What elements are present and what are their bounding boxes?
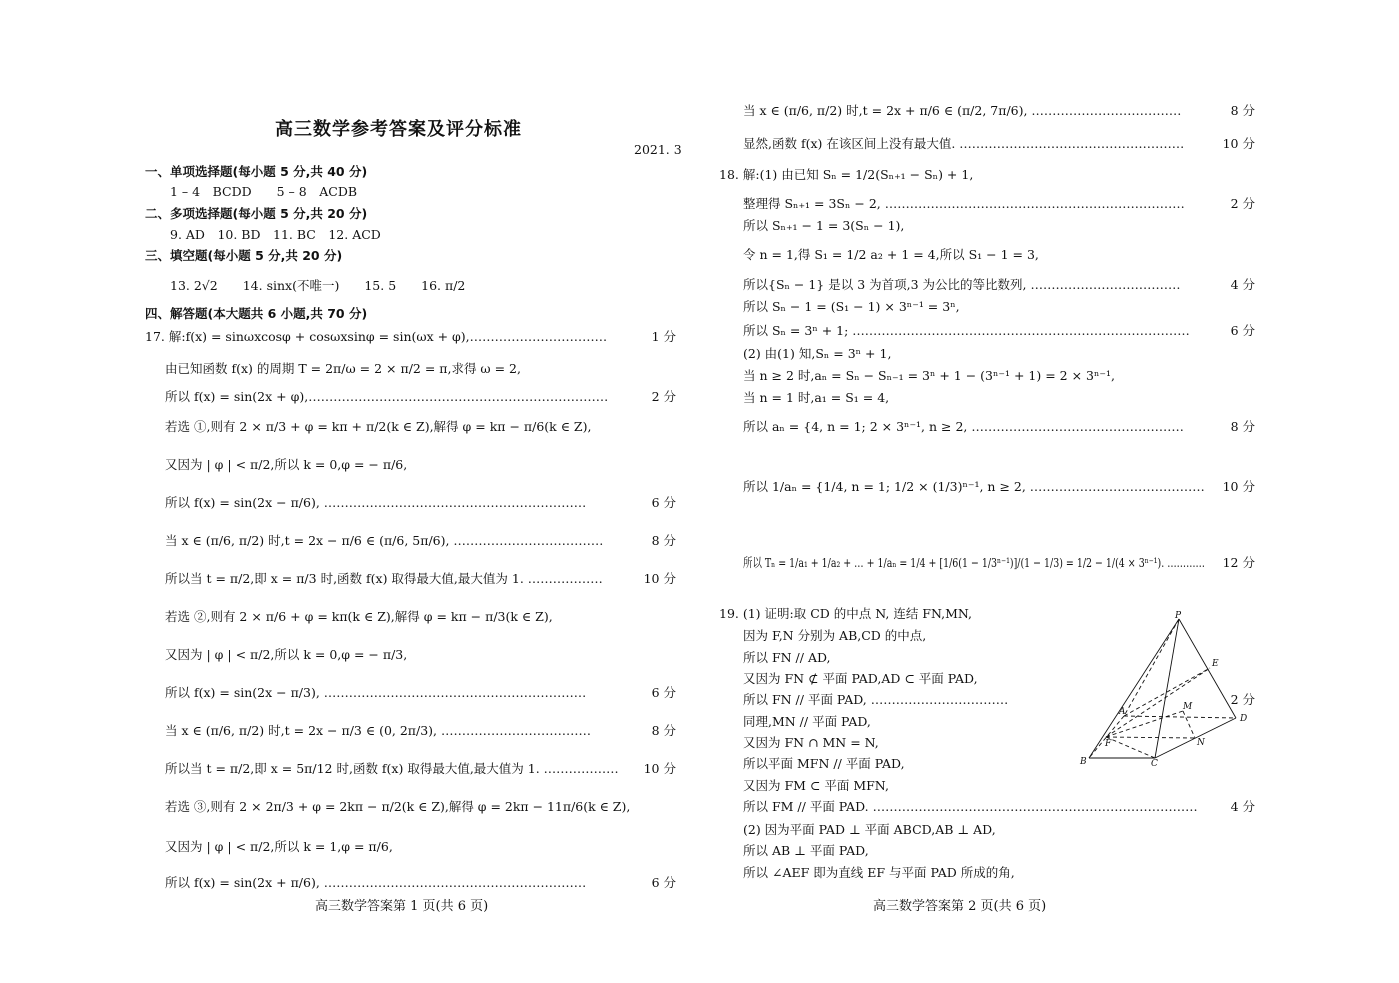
label-m: M [1183, 702, 1193, 712]
segment-fc [1106, 737, 1155, 758]
solution-line: 所以 f(x) = sin(2x − π/3), ……………………………………………………… [165, 685, 587, 700]
solution-line: 又因为 | φ | < π/2,所以 k = 1,φ = π/6, [165, 839, 393, 854]
solution-line: 所以 Tₙ = 1/a₁ + 1/a₂ + … + 1/aₙ = 1/4 + [1/6(1 − 1/3ⁿ⁻¹)]/(1 − 1/3) = 1/2 − 1/(4 × 3ⁿ⁻¹). ………… [743, 555, 1205, 570]
solution-line: 又因为 FN ⊄ 平面 PAD,AD ⊂ 平面 PAD, [743, 671, 978, 686]
solution-line: 18. 解:(1) 由已知 Sₙ = 1/2(Sₙ₊₁ − Sₙ) + 1, [719, 167, 974, 182]
solution-line: 17. 解:f(x) = sinωxcosφ + cosωxsinφ = sin(ωx + φ),…………………………… [145, 329, 608, 344]
solution-line: 令 n = 1,得 S₁ = 1/2 a₂ + 1 = 4,所以 S₁ − 1 = 3, [743, 247, 1039, 262]
solution-line: 所以 f(x) = sin(2x + φ),……………………………………………………………… [165, 389, 609, 404]
score-label: 6 分 [651, 875, 676, 890]
solution-line: 所以 ∠AEF 即为直线 EF 与平面 PAD 所成的角, [743, 865, 1015, 880]
solution-line: 所以 1/aₙ = {1/4, n = 1; 1/2 × (1/3)ⁿ⁻¹, n ≥ 2, …………………………………… [743, 479, 1205, 494]
pyramid-figure [1075, 608, 1260, 768]
solution-line: 当 x ∈ (π/6, π/2) 时,t = 2x + π/6 ∈ (π/2, 7π/6), ……………………………… [743, 103, 1182, 118]
solution-line: 所以 FN // 平面 PAD, …………………………… [743, 692, 1009, 707]
label-e: E [1212, 659, 1219, 669]
solution-line: 所以 aₙ = {4, n = 1; 2 × 3ⁿ⁻¹, n ≥ 2, …………………………………………… [743, 419, 1184, 434]
label-f: F [1105, 739, 1112, 749]
segment-fn [1106, 737, 1195, 738]
solution-line: 由已知函数 f(x) 的周期 T = 2π/ω = 2 × π/2 = π,求得 ω = 2, [165, 361, 521, 376]
solution-line: 当 n = 1 时,a₁ = S₁ = 4, [743, 390, 890, 405]
solution-line: 当 x ∈ (π/6, π/2) 时,t = 2x − π/6 ∈ (π/6, 5π/6), ……………………………… [165, 533, 604, 548]
date: 2021. 3 [634, 142, 682, 157]
answer-line: 13. 2√2 14. sinx(不唯一) 15. 5 16. π/2 [170, 278, 466, 293]
score-label: 1 分 [651, 329, 676, 344]
score-label: 6 分 [1230, 323, 1255, 338]
solution-line: 同理,MN // 平面 PAD, [743, 714, 871, 729]
label-b: B [1080, 757, 1087, 767]
solution-line: 又因为 FN ∩ MN = N, [743, 735, 879, 750]
segment-mn [1183, 711, 1195, 738]
score-label: 4 分 [1230, 799, 1255, 814]
solution-line: 所以 Sₙ − 1 = (S₁ − 1) × 3ⁿ⁻¹ = 3ⁿ, [743, 299, 960, 314]
solution-line: 当 n ≥ 2 时,aₙ = Sₙ − Sₙ₋₁ = 3ⁿ + 1 − (3ⁿ⁻¹ + 1) = 2 × 3ⁿ⁻¹, [743, 368, 1116, 383]
score-label: 8 分 [651, 533, 676, 548]
solution-line: 所以 Sₙ = 3ⁿ + 1; ……………………………………………………………………… [743, 323, 1190, 338]
solution-line: 所以 Sₙ₊₁ − 1 = 3(Sₙ − 1), [743, 218, 905, 233]
score-label: 6 分 [651, 495, 676, 510]
label-a: A [1119, 707, 1126, 717]
solution-line: 因为 F,N 分别为 AB,CD 的中点, [743, 628, 927, 643]
solution-line: 若选 ③,则有 2 × 2π/3 + φ = 2kπ − π/2(k ∈ Z),解得 φ = 2kπ − 11π/6(k ∈ Z), [165, 799, 631, 814]
solution-line: 若选 ②,则有 2 × π/6 + φ = kπ(k ∈ Z),解得 φ = kπ − π/3(k ∈ Z), [165, 609, 553, 624]
solution-line: 所以平面 MFN // 平面 PAD, [743, 756, 905, 771]
section-heading: 三、填空题(每小题 5 分,共 20 分) [145, 248, 343, 263]
segment-fe [1106, 668, 1210, 737]
solution-line: 所以 f(x) = sin(2x + π/6), ……………………………………………………… [165, 875, 587, 890]
answer-line: 9. AD 10. BD 11. BC 12. ACD [170, 227, 381, 242]
solution-line: 所以 f(x) = sin(2x − π/6), ……………………………………………………… [165, 495, 587, 510]
segment-ae [1124, 668, 1210, 716]
score-label: 12 分 [1222, 555, 1255, 570]
page-title: 高三数学参考答案及评分标准 [275, 119, 522, 140]
edge-pb [1089, 619, 1179, 758]
section-heading: 二、多项选择题(每小题 5 分,共 20 分) [145, 206, 368, 221]
section-heading: 四、解答题(本大题共 6 小题,共 70 分) [145, 306, 368, 321]
page-footer: 高三数学答案第 1 页(共 6 页) [315, 899, 489, 914]
page-footer: 高三数学答案第 2 页(共 6 页) [873, 899, 1047, 914]
solution-line: 又因为 | φ | < π/2,所以 k = 0,φ = − π/3, [165, 647, 408, 662]
score-label: 10 分 [643, 571, 676, 586]
score-label: 8 分 [651, 723, 676, 738]
solution-line: 所以当 t = π/2,即 x = π/3 时,函数 f(x) 取得最大值,最大值为 1. ……………… [165, 571, 603, 586]
score-label: 8 分 [1230, 103, 1255, 118]
score-label: 8 分 [1230, 419, 1255, 434]
label-d: D [1240, 714, 1248, 724]
solution-line: 所以当 t = π/2,即 x = 5π/12 时,函数 f(x) 取得最大值,最大值为 1. ……………… [165, 761, 619, 776]
score-label: 2 分 [651, 389, 676, 404]
section-heading: 一、单项选择题(每小题 5 分,共 40 分) [145, 164, 368, 179]
solution-line: 又因为 FM ⊂ 平面 MFN, [743, 778, 889, 793]
solution-line: 所以 FN // AD, [743, 650, 831, 665]
score-label: 6 分 [651, 685, 676, 700]
solution-line: (2) 因为平面 PAD ⊥ 平面 ABCD,AB ⊥ AD, [743, 822, 996, 837]
answer-line: 1 – 4 BCDD 5 – 8 ACDB [170, 184, 358, 199]
edge-cd [1155, 718, 1236, 758]
solution-line: 当 x ∈ (π/6, π/2) 时,t = 2x − π/3 ∈ (0, 2π/3), ……………………………… [165, 723, 592, 738]
score-label: 10 分 [643, 761, 676, 776]
score-label: 2 分 [1230, 692, 1255, 707]
score-label: 4 分 [1230, 277, 1255, 292]
solution-line: 显然,函数 f(x) 在该区间上没有最大值. ……………………………………………… [743, 136, 1185, 151]
solution-line: 所以 AB ⊥ 平面 PAD, [743, 843, 869, 858]
solution-line: 整理得 Sₙ₊₁ = 3Sₙ − 2, ……………………………………………………………… [743, 196, 1185, 211]
edge-ad [1124, 716, 1236, 718]
score-label: 2 分 [1230, 196, 1255, 211]
solution-line: (2) 由(1) 知,Sₙ = 3ⁿ + 1, [743, 346, 892, 361]
label-p: P [1175, 611, 1182, 621]
solution-line: 19. (1) 证明:取 CD 的中点 N, 连结 FN,MN, [719, 606, 973, 621]
solution-line: 又因为 | φ | < π/2,所以 k = 0,φ = − π/6, [165, 457, 408, 472]
solution-line: 所以{Sₙ − 1} 是以 3 为首项,3 为公比的等比数列, ……………………………… [743, 277, 1181, 292]
score-label: 10 分 [1222, 479, 1255, 494]
solution-line: 若选 ①,则有 2 × π/3 + φ = kπ + π/2(k ∈ Z),解得 φ = kπ − π/6(k ∈ Z), [165, 419, 592, 434]
label-c: C [1151, 759, 1158, 768]
label-n: N [1197, 738, 1205, 748]
score-label: 10 分 [1222, 136, 1255, 151]
solution-line: 所以 FM // 平面 PAD. …………………………………………………………………… [743, 799, 1198, 814]
